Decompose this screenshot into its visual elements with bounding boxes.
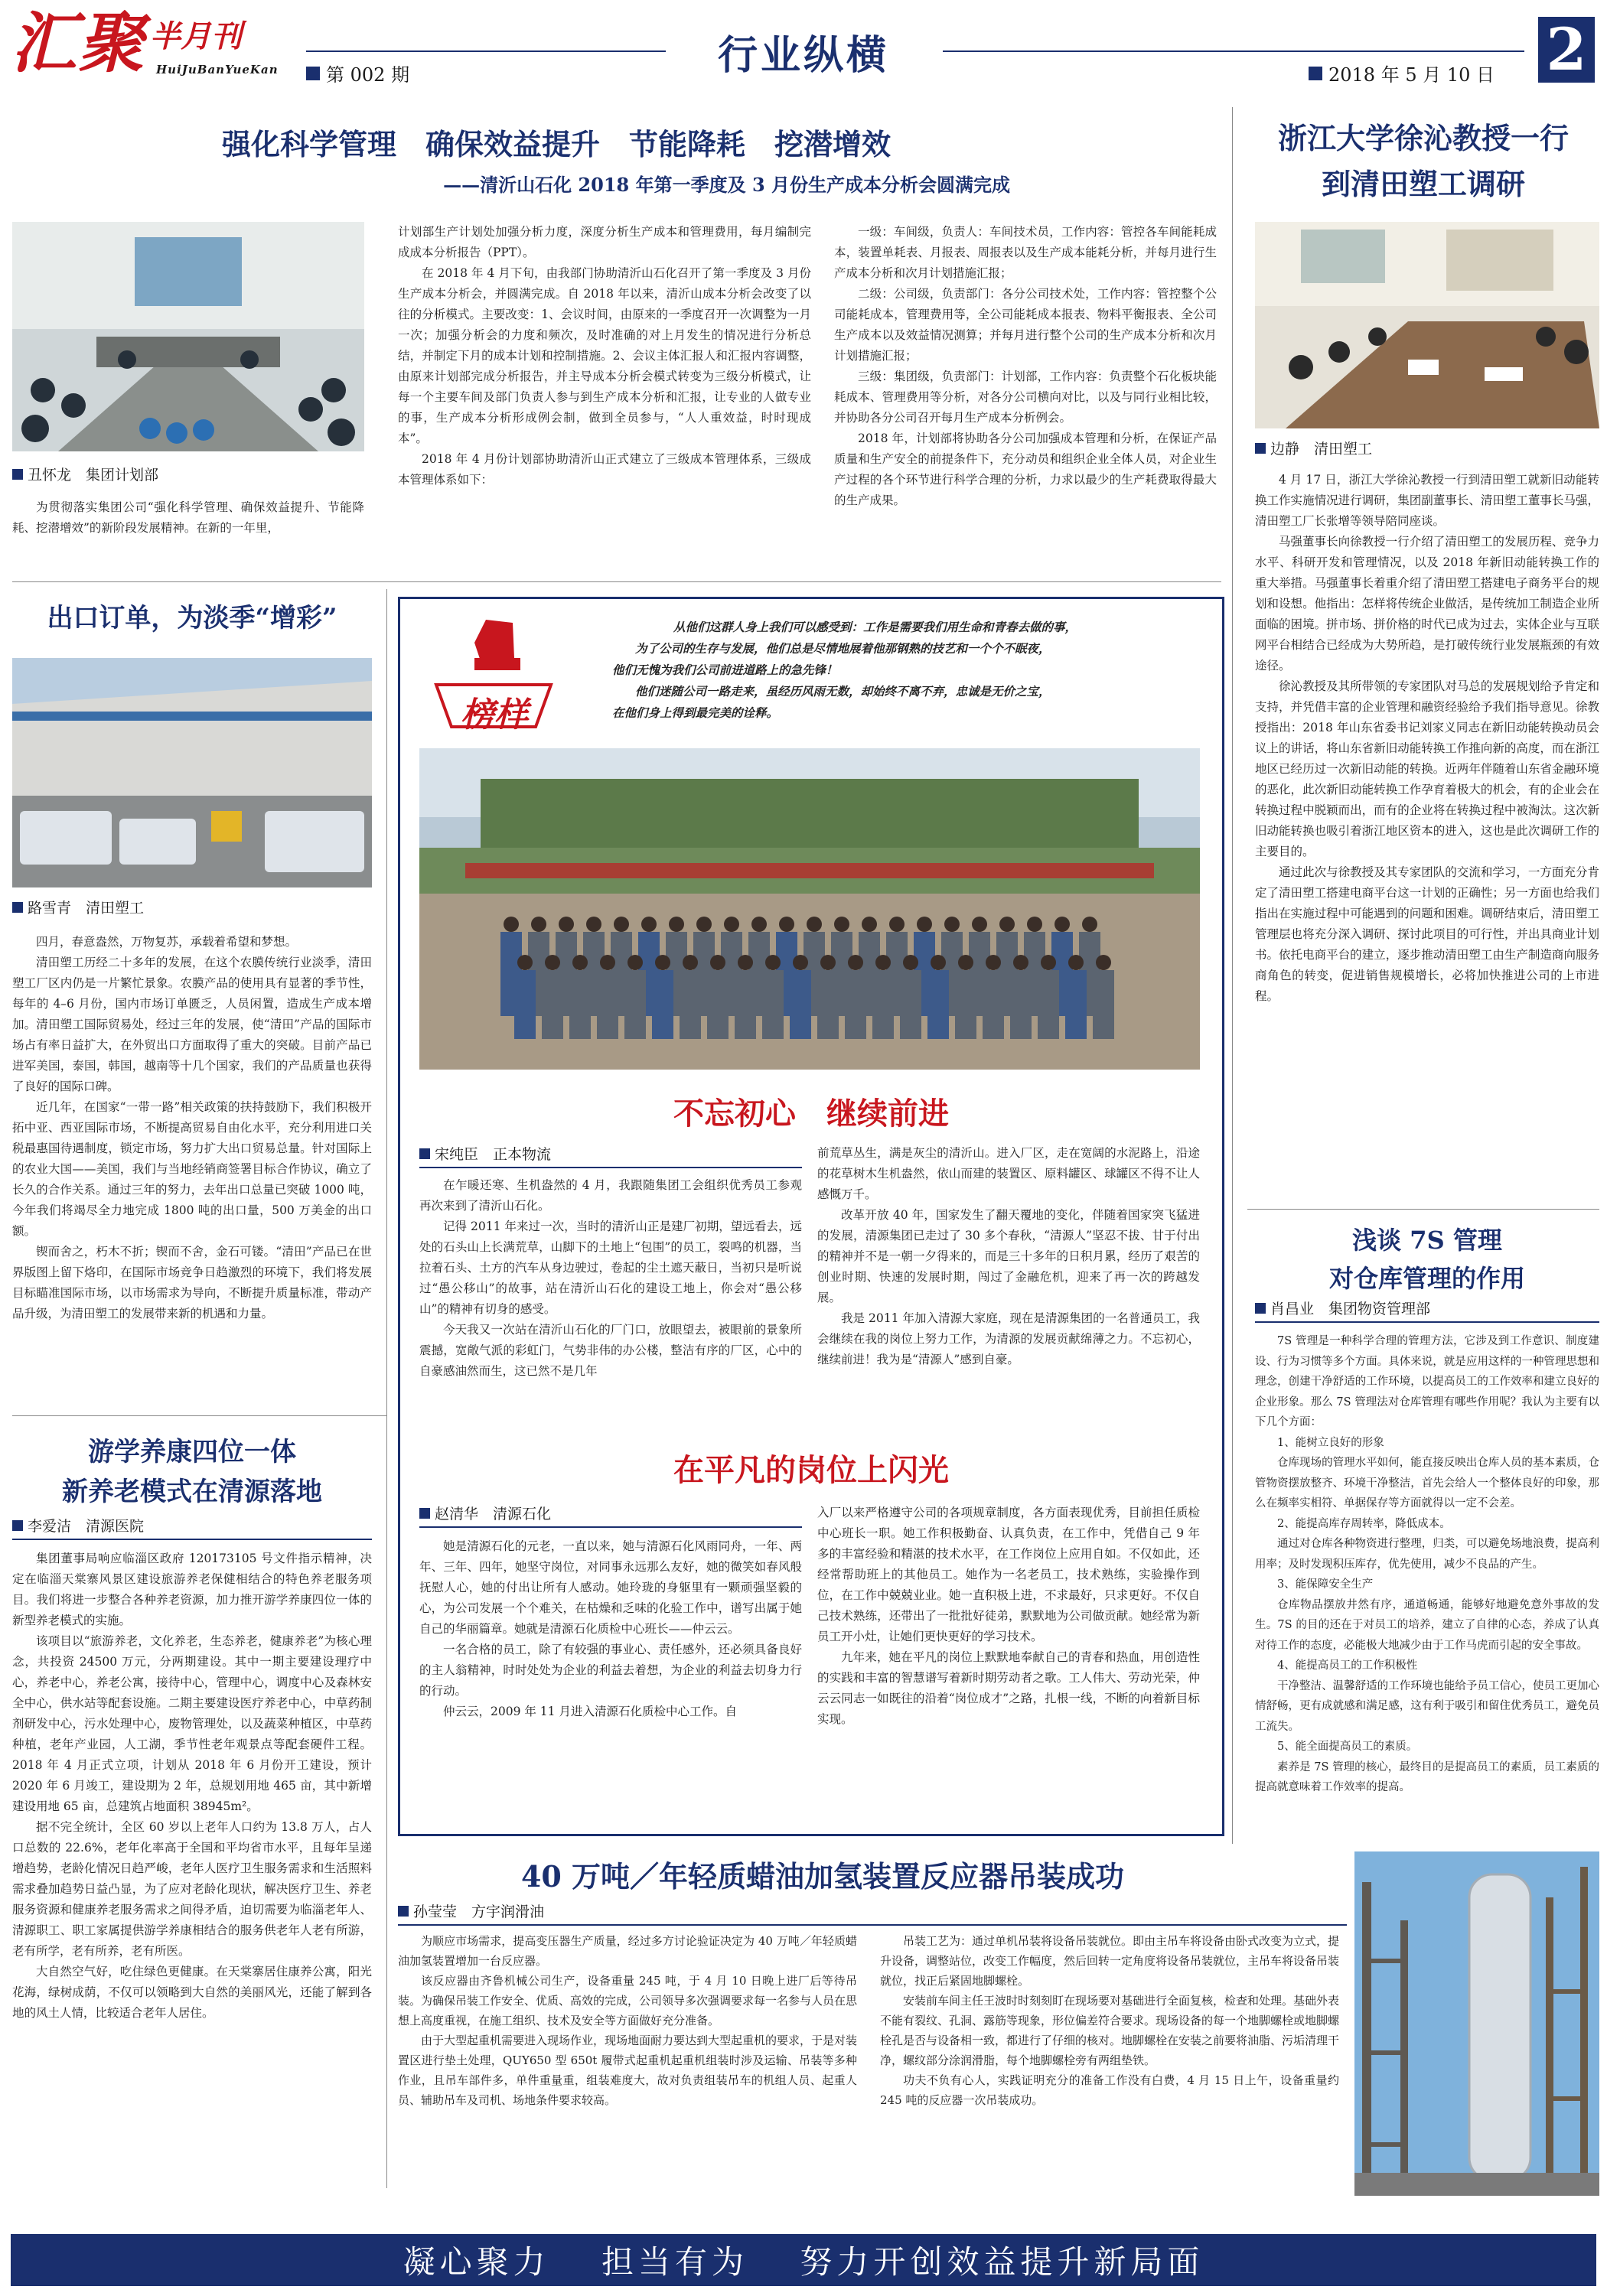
- article2-title-line1: 浙江大学徐沁教授一行: [1277, 121, 1569, 155]
- section-divider: [12, 1415, 387, 1416]
- issue-date: 2018 年 5 月 10 日: [1328, 64, 1495, 86]
- footer-slogan: 凝心聚力 担当有为 努力开创效益提升新局面: [403, 2243, 1204, 2281]
- story2-byline: 赵清华 清源石化: [419, 1503, 802, 1528]
- story1-col1: 在乍暖还寒、生机盎然的 4 月，我跟随集团工会组织优秀员工参观再次来到了清沂山石化。 记得 2011 年来过一次，当时的清沂山正是建厂初期，望远看去，远处的石头山上长满荒草，山脚下的土地上“包围”的员工，裂鸣的机器，当拉着石头、土方的汽车从身边驶过，卷起的尘土遮天蔽日，当初只是听说过“愚公移山”的故事，站在清沂山石化的建设工地上，你会对“愚公移山”的精神有切身的感受。 今天我又一次站在清沂山石化的厂门口，放眼望去，被眼前的景象所震撼，宽敞气派的彩虹门，气势非伟的办公楼，整洁有序的厂区，心中的自豪感油然而生，这已然不是几年: [419, 1178, 802, 1378]
- square-icon: [1255, 1303, 1266, 1314]
- square-icon: [1255, 443, 1266, 454]
- section-title: 行业纵横: [717, 32, 889, 79]
- article3-byline: 路雪青 清田塑工: [12, 897, 372, 920]
- page-number: 2: [1538, 17, 1595, 83]
- story1-title: 不忘初心 继续前进: [673, 1096, 949, 1132]
- article4-body: 集团董事局响应临淄区政府 120173105 号文件指示精神，决定在临淄天棠寨风景区建设旅游养老保健相结合的特色养老服务项目。我们将进一步整合各种养老资源，加力推开游学养康四位一体的新型养老模式的实施。 该项目以“旅游养老，文化养老，生态养老，健康养老”为核心理念，共投资 24500 万元，分两期建设。其中一期主要建设理疗中心，养老中心，养老公寓，接待中心，管理中心，调度中心及森林安全中心，供水站等配套设施。二期主要建设医疗养老中心，中草药制剂研发中心，污水处理中心，废物管理处，以及蔬菜种植区，中草药种植，老年产业园，人工湖，季节性老年观景点等配套硬件工程。2018 年 4 月正式立项，计划从 2018 年 6 月份开工建设，预计 2020 年 6 月竣工，建设期为 2 年，总规划用地 465 亩，其中新增建设用地 65 亩，总建筑占地面积 38945m²。 据不完全统计，全区 60 岁以上老年人口约为 13.8 万人，占人口总数的 22.6%，老年化率高于全国和平均省市水平，且每年呈递增趋势，老龄化情况日趋严峻，老年人医疗卫生服务需求和生活照料需求叠加趋势日益凸显，为了应对老龄化现状，解决医疗卫生、养老服务资源和健康养老服务需求之间得矛盾，迫切需要为临淄老年人、清源职工、职工家属提供游学养康相结合的服务供老年人老有所游，老有所学，老有所养，老有所医。 大自然空气好，吃住绿色更健康。在天棠寨居住康养公寓，阳光花海，绿树成荫，不仅可以领略到大自然的美丽风光，还能了解到各地的风土人情，比较适合老年人居住。: [12, 1552, 372, 2020]
- article2-byline: 边静 清田塑工: [1255, 438, 1599, 461]
- article2-body: 4 月 17 日，浙江大学徐沁教授一行到清田塑工就新旧动能转换工作实施情况进行调研，集团副董事长、清田塑工董事长马强，清田塑工厂长张增等领导陪同座谈。 马强董事长向徐教授一行介绍了清田塑工的发展历程、竞争力水平、科研开发和管理情况，以及 2018 年新旧动能转换工作的重大举措。马强董事长着重介绍了清田塑工搭建电子商务平台的规划和设想。他指出：怎样将传统企业做活，是传统加工制造企业所面临的困境。拼市场、拼价格的时代已成为过去，实体企业与互联网平台相结合已经成为大势所趋，是打破传统行业发展瓶颈的有效途径。 徐沁教授及其所带领的专家团队对马总的发展规划给予肯定和支持，并凭借丰富的企业管理和融资经验给予我们指导意见。徐教授指出：2018 年山东省委书记刘家义同志在新旧动能转换动员会议上的讲话，将山东省新旧动能转换工作推向新的高度，而在浙江地区已经历过一次新旧动能的转换。近两年伴随着山东省金融环境的恶化，此次新旧动能转换工作孕育着极大的机会，有的企业会在转换过程中脱颖而出，而有的企业将在转换过程中被淘汰。这次新旧动能转换也吸引着浙江地区资本的进入，这也是此次调研工作的主要目的。 通过此次与徐教授及其专家团队的交流和学习，一方面充分肯定了清田塑工搭建电商平台这一计划的正确性；另一方面也给我们指出在实施过程中可能遇到的问题和困难。调研结束后，清田塑工管理层也将充分深入调研、探讨此项目的可行性，并出具商业计划书。依托电商平台的建立，逐步推动清田塑工由生产制造商向服务商角色的转变，促进销售规模增长，必将加快推进公司的上市进程。: [1255, 473, 1599, 1003]
- article1-col2: 计划部生产计划处加强分析力度，深度分析生产成本和管理费用，每月编制完成成本分析报告（PPT）。 在 2018 年 4 月下旬，由我部门协助清沂山石化召开了第一季度及 3 月份生产成本分析会，并圆满完成。自 2018 年以来，清沂山成本分析会改变了以往的分析模式。主要改变：1、会议时间，由原来的一季度召开一次调整为一月一次；加强分析会的力度和频次，及时准确的对上月发生的情况进行分析总结，并制定下月的成本计划和控制措施。2、会议主体汇报人和汇报内容调整，由原来计划部完成分析报告，并主导成本分析会模式转变为三级分析模式，让每一个主要车间及部门负责人参与到生产成本分析和汇报，让专业的人做专业的事，生产成本分析形成例会制，做到全员参与，“人人重效益，时时现成本”。 2018 年 4 月份计划部协助清沂山正式建立了三级成本管理体系，三级成本管理体系如下：: [398, 225, 811, 487]
- article1-col1: 为贯彻落实集团公司“强化科学管理、确保效益提升、节能降耗、挖潜增效”的新阶段发展精神。在新的一年里，: [12, 500, 364, 535]
- section-divider: [1247, 1209, 1599, 1210]
- story2-title: 在平凡的岗位上闪光: [673, 1452, 949, 1488]
- article3-body: 四月，春意盎然，万物复苏，承载着希望和梦想。 清田塑工历经二十多年的发展，在这个农膜传统行业淡季，清田塑工厂区内仍是一片繁忙景象。农膜产品的使用具有显著的季节性，每年的 4–6 月份，国内市场订单匮乏，人员闲置，造成生产成本增加。清田塑工国际贸易处，经过三年的发展，使“清田”产品的国际市场占有率日益扩大，在外贸出口方面取得了重大的突破。目前产品已进军美国，泰国，韩国，越南等十几个国家，我们的产品质量也获得了良好的国际口碑。 近几年，在国家“一带一路”相关政策的扶持鼓励下，我们积极开拓中亚、西亚国际市场，不断提高贸易自由化水平，充分利用进口关税最惠国待遇制度，锁定市场，努力扩大出口贸易总量。针对国际上的农业大国——美国，我们与当地经销商签署目标合作协议，确立了长久的合作关系。通过三年的努力，去年出口总量已突破 1000 吨，今年我们将竭尽全力地完成 1800 吨的出口量，500 万美金的出口额。 锲而舍之，朽木不折；锲而不舍，金石可镂。“清田”产品已在世界版图上留下烙印，在国际市场竞争日趋激烈的环境下，我们将发展目标瞄准国际市场，以市场需求为导向，不断提升质量标准，带动产品升级，为清田塑工的发展带来新的机遇和力量。: [12, 935, 372, 1321]
- square-icon: [12, 469, 23, 480]
- model-group-photo: [419, 748, 1200, 1070]
- square-icon: [12, 902, 23, 913]
- article3-title: 出口订单，为淡季“增彩”: [47, 603, 337, 633]
- article1-byline: 丑怀龙 集团计划部: [12, 464, 364, 487]
- section-divider: [12, 581, 1221, 582]
- article4-title-line1: 游学养康四位一体: [88, 1437, 296, 1467]
- story2-col2: 入厂以来严格遵守公司的各项规章制度，各方面表现优秀，目前担任质检中心班长一职。她工作积极勤奋、认真负责，在工作中，凭借自己 9 年多的丰富经验和精湛的技术水平，在工作岗位上应用自如。不仅如此，还经常帮助班上的其他员工。她作为一名老员工，技术熟练，实验操作到位，在工作中兢兢业业。她一直积极上进，不求最好，只求更好。不仅自己技术熟练，还带出了一批批好徒弟，默默地为公司做贡献。她经常为新员工开小灶，让她们更快更好的学习技术。 九年来，她在平凡的岗位上默默地奉献自己的青春和热血，用创造性的实践和丰富的智慧谱写着新时期劳动者之歌。工人伟大、劳动光荣，仲云云同志一如既往的沿着“岗位成才”之路，扎根一线，不断的向着新目标实现。: [817, 1506, 1200, 1726]
- article3-photo: [12, 658, 372, 887]
- article5-byline: 肖昌业 集团物资管理部: [1255, 1298, 1599, 1323]
- column-divider: [386, 589, 387, 2188]
- article4-title-line2: 新养老模式在清源落地: [62, 1477, 322, 1507]
- footer-slogan-bar: [11, 2234, 1596, 2286]
- square-icon: [398, 1906, 409, 1917]
- masthead: [0, 0, 1607, 92]
- article6-byline: 孙莹莹 方宇润滑油: [398, 1900, 1347, 1926]
- article5-title-line2: 对仓库管理的作用: [1328, 1264, 1525, 1293]
- square-icon: [419, 1508, 430, 1519]
- model-quote: 从他们这群人身上我们可以感受到：工作是需要我们用生命和青春去做的事， 为了公司的生存与发展，他们总是尽情地展着他那钢熟的技艺和一个个不眠夜， 他们无愧为我们公司前进道路上的急先锋！ 他们迷随公司一路走来，虽经历风雨无数，却始终不离不弃，忠诚是无价之宝， 在他们身上得到最完美的诠释。: [612, 620, 1077, 720]
- article6-photo: [1354, 1851, 1599, 2196]
- logo-pinyin: HuiJuBanYueKan: [156, 63, 279, 77]
- story1-byline: 宋纯臣 正本物流: [419, 1143, 802, 1168]
- square-icon: [419, 1148, 430, 1159]
- model-badge-label: 榜样: [461, 695, 528, 734]
- logo-sub: 半月刊: [150, 18, 242, 54]
- story2-col1: 她是清源石化的元老，一直以来，她与清源石化风雨同舟，一年、两年、三年、四年，她坚守岗位，对同事永远那么友好，她的微笑如春风般抚慰人心，她的付出让所有人感动。她玲珑的身躯里有一颗顽强坚毅的心，为公司发展一个个难关，在枯燥和乏味的化验工作中，谱写出属于她自己的华丽篇章。她就是清源石化质检中心班长——仲云云。 一名合格的员工，除了有较强的事业心、责任感外，还必须具备良好的主人翁精神，时时处处为企业的利益去着想，为企业的利益去切身力行的行动。 仲云云，2009 年 11 月进入清源石化质检中心工作。自: [419, 1539, 802, 1718]
- article2-title-line2: 到清田塑工调研: [1321, 167, 1525, 201]
- issue-label: [306, 60, 409, 86]
- article6-col2: 吊装工艺为：通过单机吊装将设备吊装就位。即由主吊车将设备由卧式改变为立式，提升设备，调整站位，改变工作幅度，然后回转一定角度将设备吊装就位，主吊车将设备吊装就位，找正后紧固地脚螺栓。 安装前车间主任王波时时刻刻盯在现场要对基础进行全面复核，检查和处理。基础外表不能有裂纹、孔洞、露筋等现象，形位偏差符合要求。现场设备的每一个地脚螺栓或地脚螺栓孔是否与设备相一致，都进行了仔细的核对。地脚螺栓在安装之前要将油脂、污垢清理干净，螺纹部分涂润滑脂，每个地脚螺栓旁有两组垫铁。 功夫不负有心人，实践证明充分的准备工作没有白费，4 月 15 日上午，设备重量约 245 吨的反应器一次吊装成功。: [880, 1934, 1340, 2107]
- issue-number: 第 002 期: [326, 64, 410, 86]
- article1-photo: [12, 222, 364, 451]
- date-label: [1309, 60, 1495, 86]
- model-badge: [429, 612, 559, 742]
- logo-main: 汇聚: [11, 5, 145, 82]
- article5-body: 7S 管理是一种科学合理的管理方法，它涉及到工作意识、制度建设、行为习惯等多个方面。具体来说，就是应用这样的一种管理思想和理念，创建干净舒适的工作环境，以提高员工的工作效率和建立良好的企业形象。那么 7S 管理法对仓库管理有哪些作用呢？我认为主要有以下几个方面： 1、能树立良好的形象 仓库现场的管理水平如何，能直接反映出仓库人员的基本素质，仓管物资摆放整齐、环境干净整洁，首先会给人一个整体良好的印象，那么在频率实相符、单据保存等方面就得以一定不会差。 2、能提高库存周转率，降低成本。 通过对仓库各种物资进行整理，归类，可以避免场地浪费，提高利用率；及时发现积压库存，优先使用，减少不良品的产生。 3、能保障安全生产 仓库物品摆放井然有序，通道畅通，能够好地避免意外事故的发生。7S 的目的还在于对员工的培养，建立了自律的心态，养成了认真对待工作的态度，必能极大地减少由于工作马虎而引起的安全事故。 4、能提高员工的工作积极性 干净整洁、温馨舒适的工作环境也能给予员工信心，使员工更加心情舒畅，更有成就感和满足感，这有利于吸引和留住优秀员工，避免员工流失。 5、能全面提高员工的素质。 素养是 7S 管理的核心，最终目的是提高员工的素质，员工素质的提高就意味着工作效率的提高。: [1255, 1335, 1599, 1793]
- story1-col2: 前荒草丛生，满是灰尘的清沂山。进入厂区，走在宽阔的水泥路上，沿途的花草树木生机盎然，依山而建的装置区、原料罐区、球罐区不得不让人感慨万千。 改革开放 40 年，国家发生了翻天覆地的变化，伴随着国家突飞猛进的发展，清源集团已走过了 30 多个春秋，“清源人”坚忍不拔、甘于付出的精神并不是一朝一夕得来的，而是三十多年的日积月累，经历了艰苦的创业时期、快速的发展时期，闯过了金融危机，迎来了再一次的跨越发展。 我是 2011 年加入清源大家庭，现在是清源集团的一名普通员工，我会继续在我的岗位上努力工作，为清源的发展贡献绵薄之力。不忘初心，继续前进！我为是“清源人”感到自豪。: [817, 1146, 1200, 1366]
- article6-title: 40 万吨／年轻质蜡油加氢装置反应器吊装成功: [520, 1859, 1125, 1894]
- square-icon: [306, 67, 320, 80]
- header-rule-right: [943, 50, 1524, 52]
- square-icon: [1309, 67, 1322, 80]
- article2-photo: [1255, 222, 1599, 428]
- article6-col1: 为顺应市场需求，提高变压器生产质量，经过多方讨论验证决定为 40 万吨／年轻质蜡油加氢装置增加一台反应器。 该反应器由齐鲁机械公司生产，设备重量 245 吨，于 4 月 10 日晚上进厂后等待吊装。为确保吊装工作安全、优质、高效的完成，公司领导多次强调要求每一名参与人员在思想上高度重视，在施工组织、技术及安全等方面做好充分准备。 由于大型起重机需要进入现场作业，现场地面耐力要达到大型起重机的要求，于是对装置区进行垫土处理，QUY650 型 650t 履带式起重机起重机组装时涉及运输、吊装等多种作业，且吊车部件多，单件重量重，组装难度大，故对负责组装吊车的机组人员、起重人员、辅助吊车及司机、场地条件要求较高。: [398, 1934, 858, 2107]
- article1-subtitle: ——清沂山石化 2018 年第一季度及 3 月份生产成本分析会圆满完成: [443, 174, 1010, 196]
- article1-col3: 一级：车间级，负责人：车间技术员，工作内容：管控各车间能耗成本，装置单耗表、月报表、周报表以及生产成本能耗分析，并每月进行生产成本分析和次月计划措施汇报； 二级：公司级，负责部门：各分公司技术处，工作内容：管控整个公司能耗成本，管理费用等，全公司能耗成本报表、物料平衡报表、全公司生产成本以及效益情况测算；并每月进行整个公司的生产成本分析和次月计划措施汇报； 三级：集团级，负责部门：计划部，工作内容：负责整个石化板块能耗成本、管理费用等分析，对各分公司横向对比，以及与同行业相比较，并协助各分公司召开每月生产成本分析例会。 2018 年，计划部将协助各分公司加强成本管理和分析，在保证产品质量和生产安全的前提条件下，充分动员和组织企业全体人员，对企业生产过程的各个环节进行科学合理的分析，力求以最少的生产耗费取得最大的生产成果。: [834, 225, 1217, 507]
- column-divider: [1232, 107, 1233, 1844]
- article1-title: 强化科学管理 确保效益提升 节能降耗 挖潜增效: [222, 127, 892, 161]
- article5-title-line1: 浅谈 7S 管理: [1352, 1226, 1502, 1255]
- article4-byline: 李爱洁 清源医院: [12, 1515, 372, 1540]
- header-rule-left: [306, 50, 666, 52]
- square-icon: [12, 1520, 23, 1531]
